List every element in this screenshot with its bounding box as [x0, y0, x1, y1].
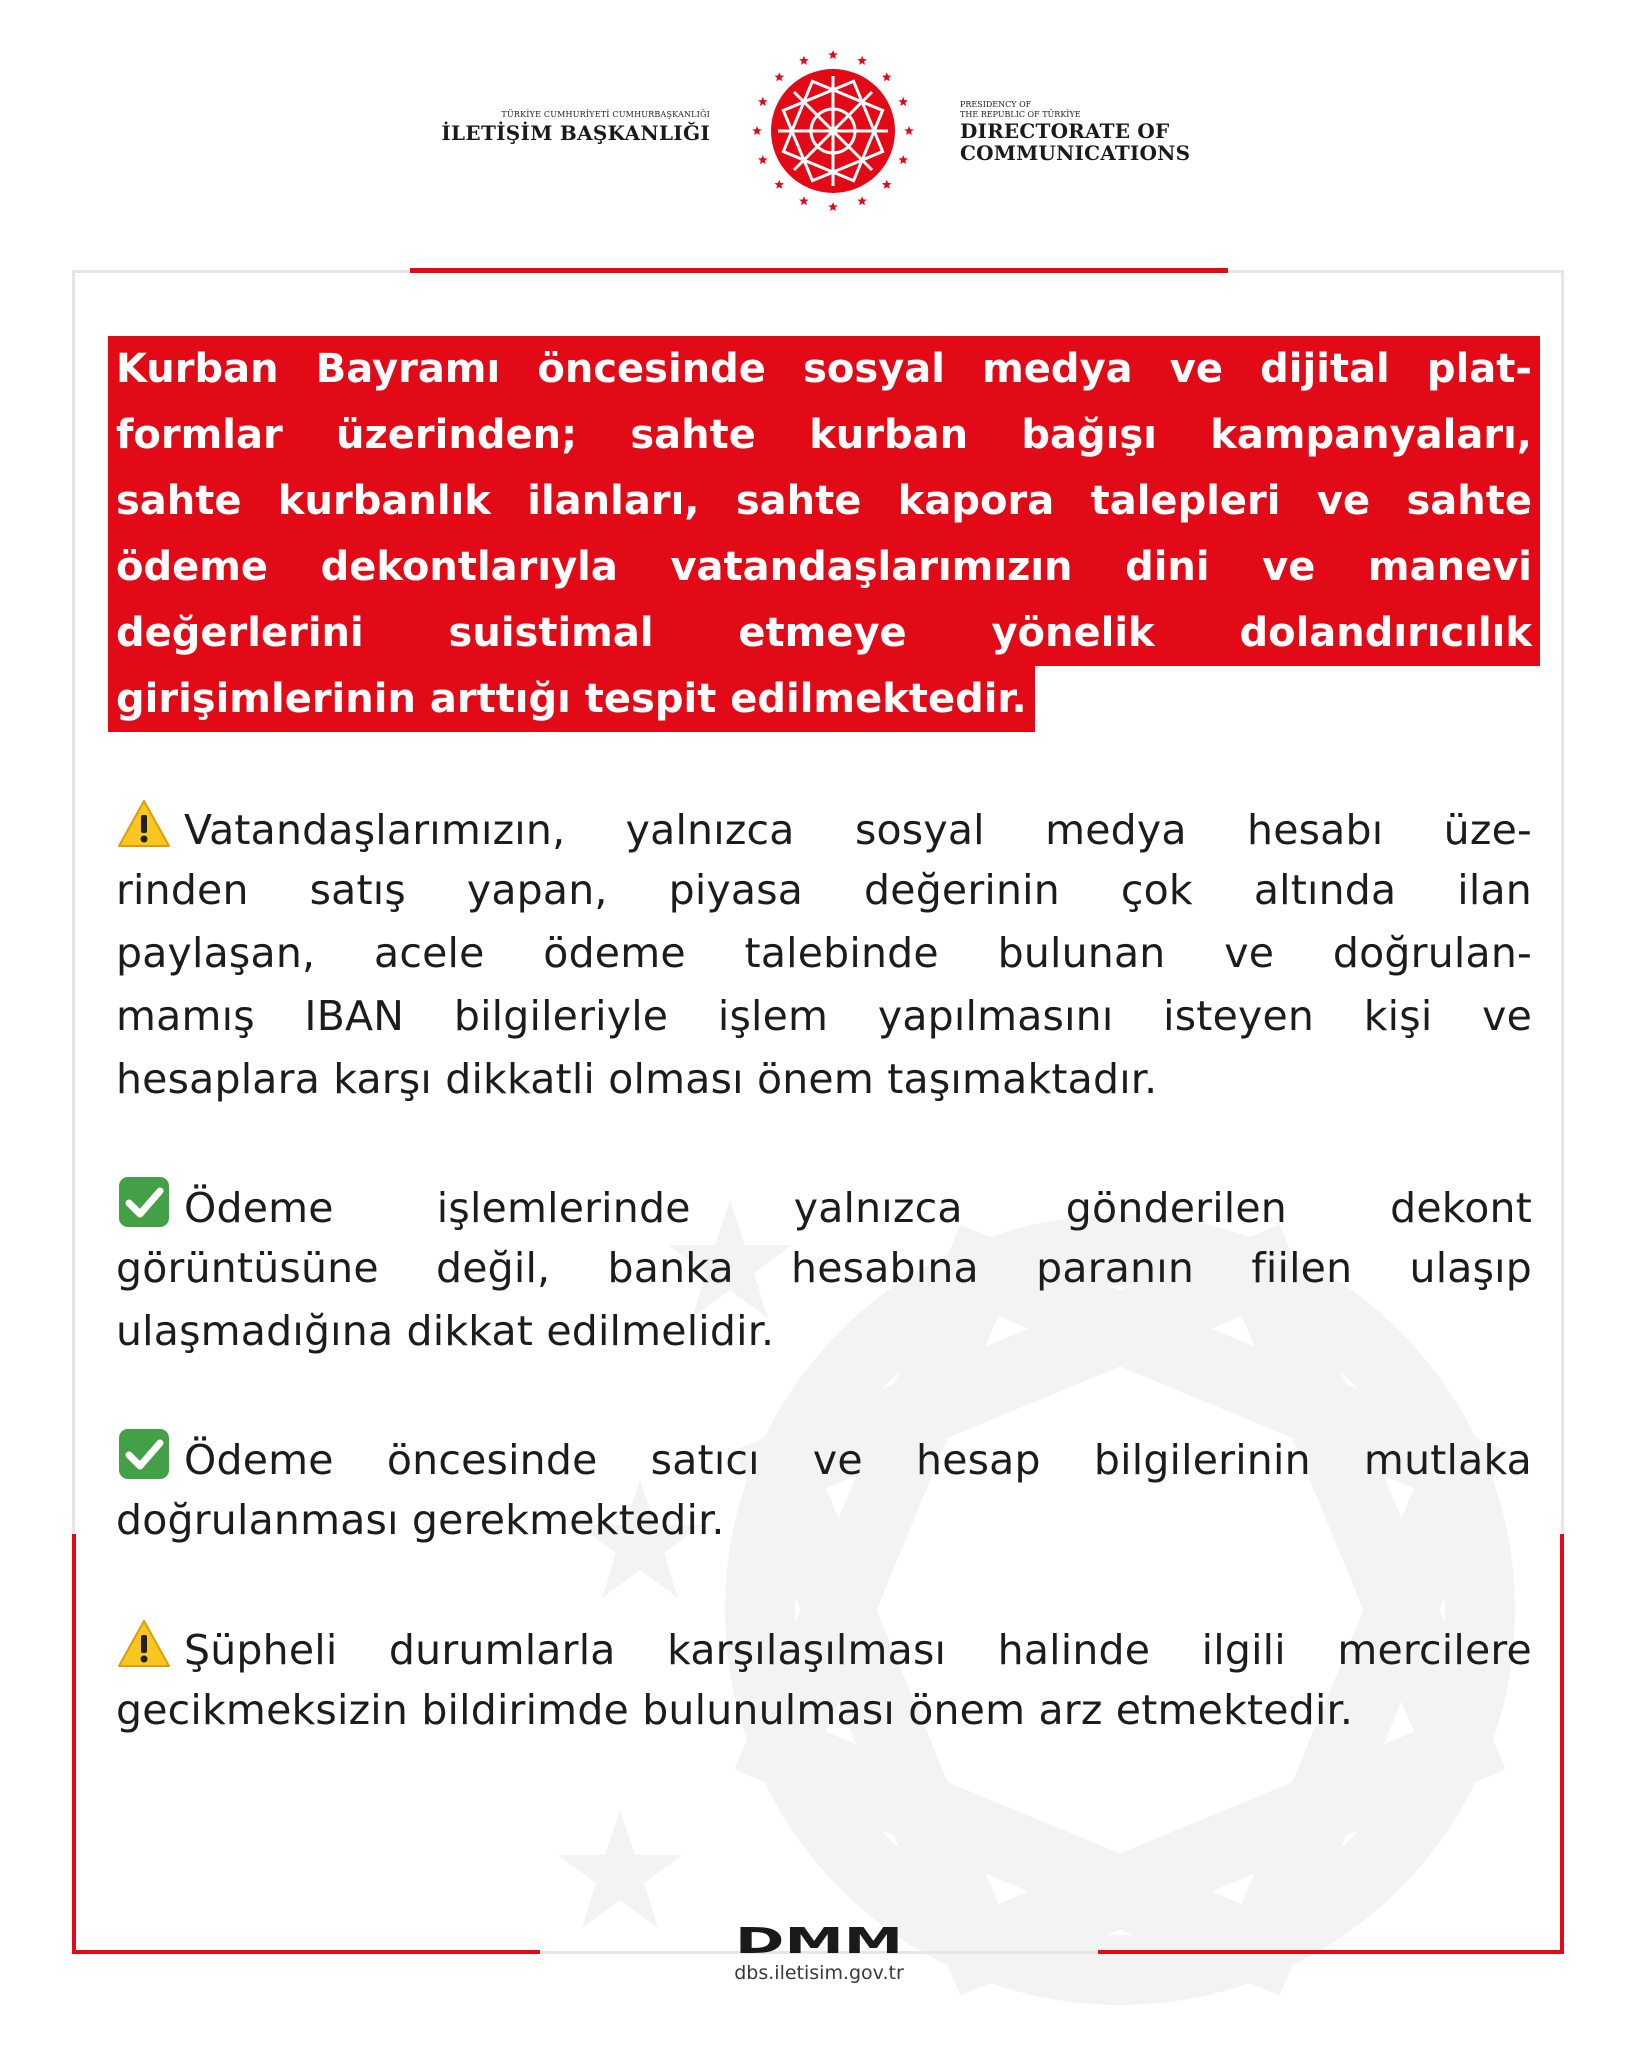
header-right-subtitle-1: PRESIDENCY OF: [960, 100, 1032, 109]
notice-text: Ödeme öncesinde satıcı ve hesap bilgilerinin mutlaka: [184, 1436, 1532, 1484]
seal-star-icon: [828, 50, 838, 59]
notice-item-2: [116, 1174, 1532, 1363]
notice-line: ulaşmadığına dikkat edilmelidir.: [116, 1307, 775, 1355]
notice-text: Vatandaşlarımızın, yalnızca sosyal medya hesabı üze-: [184, 806, 1532, 854]
frame-bottom-right-red-line: [1098, 1950, 1564, 1954]
notice-item-4: [116, 1616, 1532, 1742]
headline-block: [108, 336, 1540, 732]
dmm-logo-text: DMM: [735, 1924, 903, 1958]
header-left-title: İLETİŞİM BAŞKANLIĞI: [441, 121, 710, 145]
check-mark-icon: [116, 1174, 172, 1230]
header-right-subtitle-2: THE REPUBLIC OF TÜRKİYE: [960, 110, 1081, 119]
seal-star-icon: [904, 126, 914, 135]
seal-star-icon: [799, 196, 809, 205]
notice-line: [116, 796, 1532, 859]
headline-line: girişimlerinin arttığı tespit edilmektedir.: [108, 666, 1035, 732]
seal-star-icon: [898, 155, 908, 164]
notice-line: mamış IBAN bilgileriyle işlem yapılmasını isteyen kişi ve: [116, 992, 1532, 1040]
header-right-title-1: DIRECTORATE OF: [960, 119, 1170, 143]
header-left-subtitle: TÜRKİYE CUMHURİYETİ CUMHURBAŞKANLIĞI: [501, 110, 710, 119]
notice-line: rinden satış yapan, piyasa değerinin çok altında ilan: [116, 866, 1532, 914]
header-right-brand: [960, 100, 1240, 164]
seal-star-icon: [775, 72, 785, 81]
headline-line: formlar üzerinden; sahte kurban bağışı kampanyaları,: [108, 402, 1540, 468]
seal-star-icon: [898, 97, 908, 106]
notice-text: Ödeme işlemlerinde yalnızca gönderilen dekont: [184, 1184, 1532, 1232]
notice-line: paylaşan, acele ödeme talebinde bulunan ve doğrulan-: [116, 929, 1532, 977]
frame-bottom-left-red-line: [72, 1950, 540, 1954]
frame-top-red-line: [410, 268, 1228, 273]
seal-star-icon: [882, 180, 892, 189]
warning-icon: [116, 1616, 172, 1672]
notice-text: Şüpheli durumlarla karşılaşılması halinde ilgili mercilere: [184, 1626, 1532, 1674]
headline-line: sahte kurbanlık ilanları, sahte kapora talepleri ve sahte: [108, 468, 1540, 534]
seal-star-icon: [799, 56, 809, 65]
frame-right-red-line: [1560, 1534, 1564, 1954]
seal-star-icon: [775, 180, 785, 189]
headline-line: ödeme dekontlarıyla vatandaşlarımızın dini ve manevi: [108, 534, 1540, 600]
seal-star-icon: [828, 202, 838, 211]
warning-icon: [116, 796, 172, 852]
check-mark-icon: [116, 1426, 172, 1482]
notice-item-3: [116, 1426, 1532, 1552]
seal-star-icon: [857, 196, 867, 205]
seal-star-icon: [758, 97, 768, 106]
presidential-seal-icon: [748, 46, 918, 216]
header-right-title-2: COMMUNICATIONS: [960, 141, 1191, 165]
notice-line: [116, 1616, 1532, 1679]
notice-line: gecikmeksizin bildirimde bulunulması önem arz etmektedir.: [116, 1686, 1354, 1734]
notice-line: [116, 1174, 1532, 1237]
notice-line: [116, 1426, 1532, 1489]
notice-line: görüntüsüne değil, banka hesabına paranın fiilen ulaşıp: [116, 1244, 1532, 1292]
dmm-logo: [733, 1924, 905, 1958]
seal-star-icon: [857, 56, 867, 65]
header-left-brand: [420, 110, 710, 146]
seal-star-icon: [758, 155, 768, 164]
frame-left-red-line: [72, 1534, 76, 1954]
notice-item-1: [116, 796, 1532, 1111]
seal-star-icon: [882, 72, 892, 81]
headline-line: Kurban Bayramı öncesinde sosyal medya ve dijital plat-: [108, 336, 1540, 402]
seal-star-icon: [752, 126, 762, 135]
notice-line: doğrulanması gerekmektedir.: [116, 1496, 725, 1544]
headline-line: değerlerini suistimal etmeye yönelik dolandırıcılık: [108, 600, 1540, 666]
notice-line: hesaplara karşı dikkatli olması önem taşımaktadır.: [116, 1055, 1158, 1103]
footer-url[interactable]: dbs.iletisim.gov.tr: [734, 1962, 904, 1984]
